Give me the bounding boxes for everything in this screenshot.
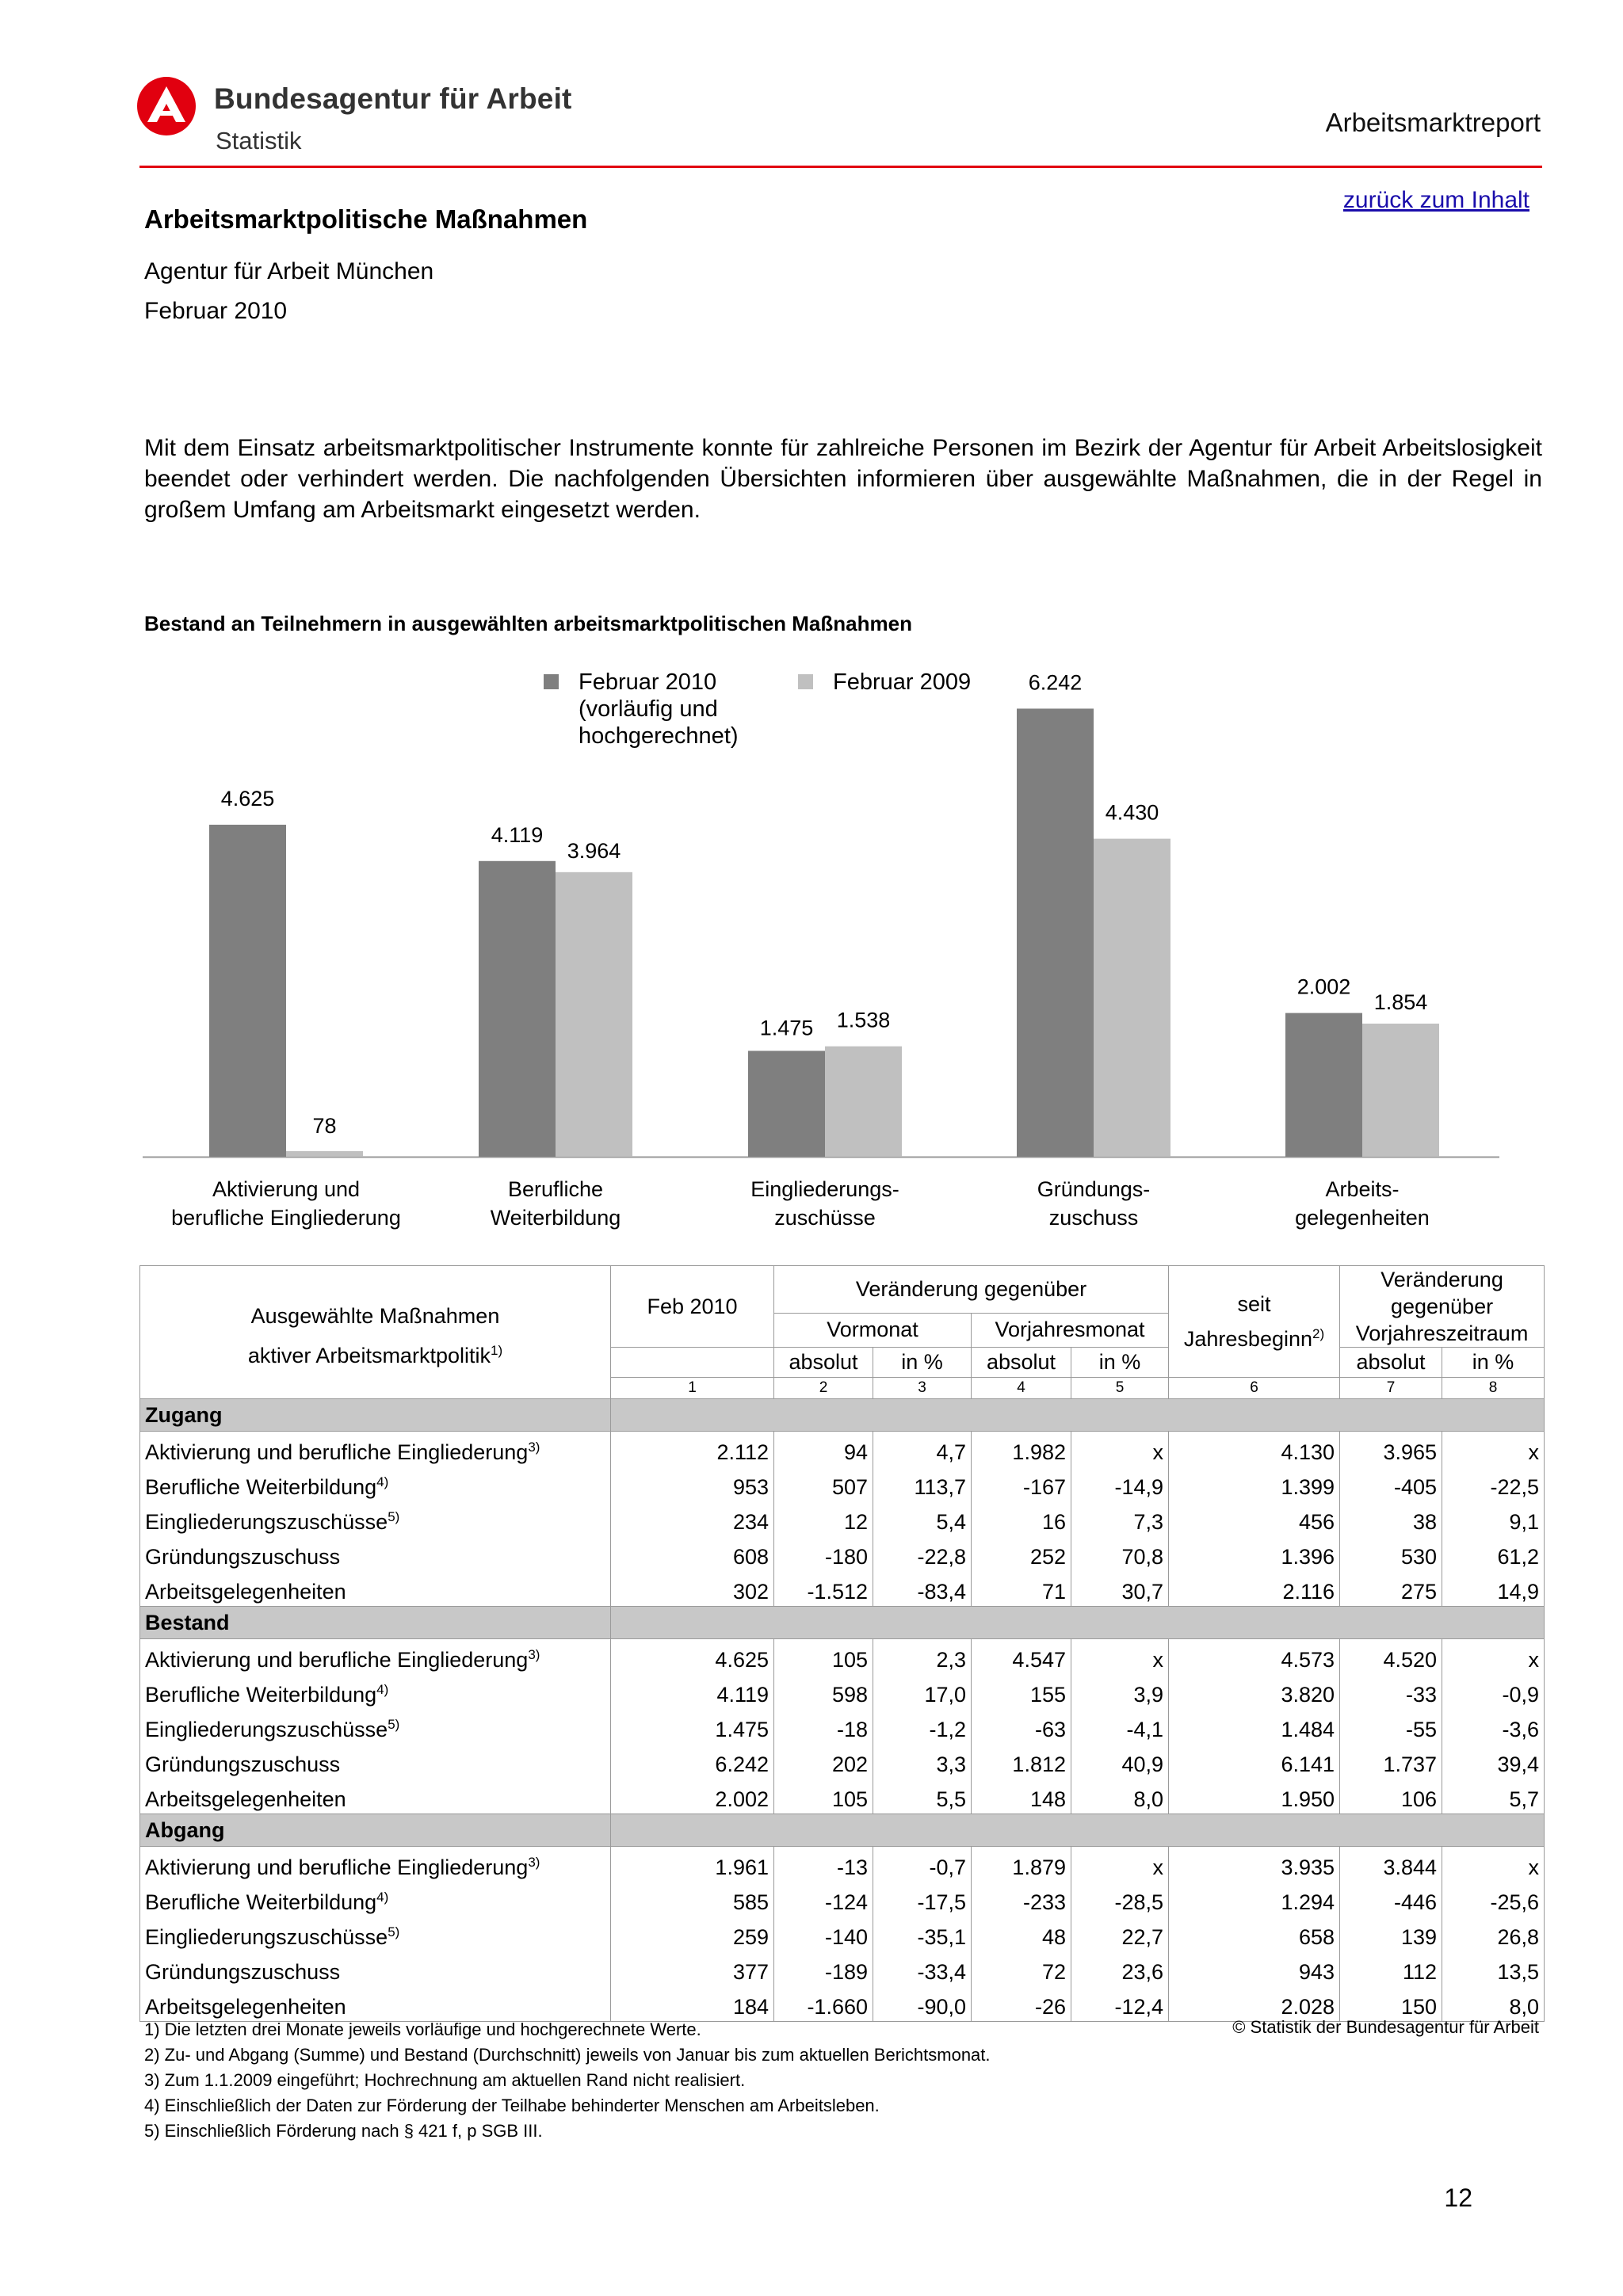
value-cell: x [1442,1847,1545,1882]
change-header: Veränderung gegenüber [774,1266,1169,1314]
legend-swatch-0 [544,674,559,689]
measures-header-line1: Ausgewählte Maßnahmen [250,1303,500,1328]
column-number: 4 [972,1378,1071,1399]
value-cell: 16 [972,1501,1071,1536]
category-label: zuschuss [1048,1206,1139,1230]
value-cell: -3,6 [1442,1709,1545,1744]
since-year-start-header [1169,1266,1340,1378]
category-label: Eingliederungs- [750,1177,899,1201]
row-label-cell [140,1779,611,1814]
row-label-cell [140,1986,611,2022]
value-cell: -17,5 [873,1882,972,1917]
row-label: Berufliche Weiterbildung [145,1890,377,1914]
section-title: Bestand [140,1607,611,1639]
value-cell: 1.879 [972,1847,1071,1882]
value-cell: 234 [611,1501,774,1536]
value-cell: 4.625 [611,1639,774,1675]
change-ytd-header [1340,1266,1545,1348]
value-cell: 5,5 [873,1779,972,1814]
bar-value-label: 4.625 [220,786,275,810]
pct-header: in % [1071,1348,1169,1378]
column-number-blank [140,1378,611,1399]
row-label-cell [140,1709,611,1744]
category-label: zuschüsse [774,1206,876,1230]
legend-label-0: hochgerechnet) [579,723,739,749]
row-label-cell [140,1466,611,1501]
value-cell: -22,8 [873,1536,972,1571]
value-cell: 953 [611,1466,774,1501]
value-cell: 105 [774,1639,873,1675]
value-cell: 2.116 [1169,1571,1340,1607]
section-band [611,1607,1545,1639]
category-label: Berufliche [507,1177,604,1201]
value-cell: 71 [972,1571,1071,1607]
category-label: Weiterbildung [490,1206,621,1230]
page-title: Arbeitsmarktpolitische Maßnahmen [144,204,588,234]
page-number: 12 [1444,2183,1472,2212]
value-cell: x [1442,1639,1545,1675]
row-label-cell [140,1744,611,1779]
footnote-ref-1: 1) [490,1342,503,1358]
value-cell: -4,1 [1071,1709,1169,1744]
footnote: 1) Die letzten drei Monate jeweils vorläufige und hochgerechnete Werte. [144,2019,701,2039]
value-cell: -28,5 [1071,1882,1169,1917]
bar-value-label: 6.242 [1028,670,1083,695]
footnote: 5) Einschließlich Förderung nach § 421 f, p SGB III. [144,2121,543,2141]
row-label-cell [140,1847,611,1882]
prev-month-header: Vormonat [774,1313,972,1347]
bar-value-label: 1.854 [1373,990,1428,1015]
column-number: 2 [774,1378,873,1399]
feb-2010-blank [611,1348,774,1378]
footnote: 2) Zu- und Abgang (Summe) und Bestand (Durchschnitt) jeweils von Januar bis zum aktuellen Berichtsmonat. [144,2045,991,2065]
value-cell: -1.512 [774,1571,873,1607]
footnote-ref: 5) [388,1717,400,1732]
chart-title: Bestand an Teilnehmern in ausgewählten arbeitsmarktpolitischen Maßnahmen [144,612,912,635]
value-cell: 112 [1340,1951,1442,1986]
table-row [140,1571,1545,1607]
pct-header: in % [1442,1348,1545,1378]
change-ytd-line3: Vorjahreszeitraum [1355,1322,1529,1345]
agency-name: Agentur für Arbeit München [144,258,434,284]
pct-header: in % [873,1348,972,1378]
value-cell: 3.935 [1169,1847,1340,1882]
value-cell: -63 [972,1709,1071,1744]
value-cell: 61,2 [1442,1536,1545,1571]
category-label: Gründungs- [1037,1177,1151,1201]
value-cell: 94 [774,1432,873,1467]
value-cell: 598 [774,1674,873,1709]
absolut-header: absolut [972,1348,1071,1378]
category-label: gelegenheiten [1295,1206,1430,1230]
row-label: Gründungszuschuss [145,1960,341,1984]
category-label: berufliche Eingliederung [171,1206,401,1230]
value-cell: x [1071,1639,1169,1675]
row-label-cell [140,1951,611,1986]
back-to-contents-link[interactable]: zurück zum Inhalt [1342,187,1529,213]
bar-value-label: 3.964 [567,838,621,863]
value-cell: 2,3 [873,1639,972,1675]
footnote-ref: 3) [528,1855,540,1870]
value-cell: 4,7 [873,1432,972,1467]
footnote-ref: 4) [376,1682,389,1697]
value-cell: 26,8 [1442,1917,1545,1951]
value-cell: 585 [611,1882,774,1917]
value-cell: 139 [1340,1917,1442,1951]
header-divider [139,166,1542,168]
change-ytd-line1: Veränderung [1381,1268,1503,1291]
measures-header-line2: aktiver Arbeitsmarktpolitik [247,1343,491,1367]
bar-value-label: 4.430 [1105,800,1159,825]
value-cell: 4.130 [1169,1432,1340,1467]
value-cell: 106 [1340,1779,1442,1814]
since-header-line1: seit [1237,1292,1271,1316]
value-cell: 1.294 [1169,1882,1340,1917]
value-cell: 259 [611,1917,774,1951]
row-label: Aktivierung und berufliche Eingliederung [145,1648,529,1672]
value-cell: -12,4 [1071,1986,1169,2022]
column-number: 6 [1169,1378,1340,1399]
value-cell: -1.660 [774,1986,873,2022]
table-row [140,1639,1545,1675]
value-cell: 13,5 [1442,1951,1545,1986]
measures-header [140,1266,611,1378]
legend-label-0: Februar 2010 [579,669,717,695]
bar-feb-2010 [1017,708,1094,1157]
row-label: Aktivierung und berufliche Eingliederung [145,1855,529,1879]
value-cell: 150 [1340,1986,1442,2022]
table-row [140,1432,1545,1467]
value-cell: 38 [1340,1501,1442,1536]
row-label: Eingliederungszuschüsse [145,1718,388,1741]
value-cell: 377 [611,1951,774,1986]
value-cell: -22,5 [1442,1466,1545,1501]
column-number: 7 [1340,1378,1442,1399]
value-cell: 5,4 [873,1501,972,1536]
change-ytd-line2: gegenüber [1390,1295,1494,1318]
footnotes [144,2017,991,2144]
value-cell: 40,9 [1071,1744,1169,1779]
bar-feb-2010 [1285,1013,1362,1157]
value-cell: 3.844 [1340,1847,1442,1882]
table-row [140,1882,1545,1917]
row-label-cell [140,1674,611,1709]
table-row [140,1501,1545,1536]
bar-feb-2009 [825,1047,902,1157]
copyright: © Statistik der Bundesagentur für Arbeit [1232,2017,1539,2037]
feb-2010-header: Feb 2010 [611,1266,774,1348]
value-cell: 252 [972,1536,1071,1571]
table-row [140,1951,1545,1986]
prev-year-month-header: Vorjahresmonat [972,1313,1169,1347]
value-cell: -140 [774,1917,873,1951]
column-number: 1 [611,1378,774,1399]
brand-name: Bundesagentur für Arbeit [214,82,572,115]
footnote-ref: 4) [376,1890,389,1905]
value-cell: 9,1 [1442,1501,1545,1536]
value-cell: 1.737 [1340,1744,1442,1779]
value-cell: -55 [1340,1709,1442,1744]
row-label-cell [140,1571,611,1607]
row-label: Arbeitsgelegenheiten [145,1995,346,2019]
value-cell: 70,8 [1071,1536,1169,1571]
value-cell: 1.812 [972,1744,1071,1779]
column-number: 3 [873,1378,972,1399]
table-row [140,1466,1545,1501]
value-cell: -189 [774,1951,873,1986]
value-cell: -124 [774,1882,873,1917]
since-header-line2: Jahresbeginn [1183,1327,1313,1351]
bar-value-label: 1.475 [759,1016,814,1040]
brand-subtitle: Statistik [216,127,302,154]
legend-label-1: Februar 2009 [833,669,972,695]
value-cell: 943 [1169,1951,1340,1986]
value-cell: 1.396 [1169,1536,1340,1571]
bar-value-label: 2.002 [1296,974,1351,999]
value-cell: 4.119 [611,1674,774,1709]
value-cell: 113,7 [873,1466,972,1501]
value-cell: 105 [774,1779,873,1814]
value-cell: 14,9 [1442,1571,1545,1607]
bar-feb-2009 [556,872,632,1157]
value-cell: -33 [1340,1674,1442,1709]
value-cell: -180 [774,1536,873,1571]
row-label-cell [140,1639,611,1675]
table-row [140,1779,1545,1814]
bar-feb-2010 [479,861,556,1157]
value-cell: 3,3 [873,1744,972,1779]
section-title: Zugang [140,1399,611,1432]
value-cell: 3.965 [1340,1432,1442,1467]
row-label-cell [140,1882,611,1917]
column-number: 5 [1071,1378,1169,1399]
value-cell: 507 [774,1466,873,1501]
value-cell: -35,1 [873,1917,972,1951]
value-cell: 155 [972,1674,1071,1709]
row-label: Arbeitsgelegenheiten [145,1580,346,1604]
value-cell: -14,9 [1071,1466,1169,1501]
absolut-header: absolut [1340,1348,1442,1378]
bar-chart [0,650,1623,1236]
value-cell: 72 [972,1951,1071,1986]
value-cell: 2.002 [611,1779,774,1814]
value-cell: 17,0 [873,1674,972,1709]
footnote-ref: 4) [376,1474,389,1489]
value-cell: 23,6 [1071,1951,1169,1986]
bar-feb-2010 [748,1051,825,1157]
value-cell: -405 [1340,1466,1442,1501]
ba-logo-icon [136,76,197,136]
table-row [140,1847,1545,1882]
value-cell: 30,7 [1071,1571,1169,1607]
category-label: Aktivierung und [212,1177,361,1201]
value-cell: 608 [611,1536,774,1571]
row-label: Arbeitsgelegenheiten [145,1787,346,1811]
row-label-cell [140,1432,611,1467]
bar-feb-2009 [286,1151,363,1157]
bar-feb-2009 [1362,1024,1439,1157]
value-cell: -33,4 [873,1951,972,1986]
value-cell: x [1071,1432,1169,1467]
value-cell: 6.141 [1169,1744,1340,1779]
value-cell: 275 [1340,1571,1442,1607]
table-row [140,1986,1545,2022]
value-cell: 184 [611,1986,774,2022]
value-cell: -18 [774,1709,873,1744]
value-cell: -167 [972,1466,1071,1501]
footnote-ref: 3) [528,1647,540,1662]
bar-feb-2010 [209,825,286,1157]
value-cell: 1.484 [1169,1709,1340,1744]
value-cell: 2.112 [611,1432,774,1467]
table-row [140,1674,1545,1709]
value-cell: 8,0 [1442,1986,1545,2022]
report-title: Arbeitsmarktreport [1325,108,1541,137]
value-cell: 12 [774,1501,873,1536]
value-cell: 2.028 [1169,1986,1340,2022]
footnote-ref: 3) [528,1440,540,1455]
absolut-header: absolut [774,1348,873,1378]
table-row [140,1536,1545,1571]
value-cell: 658 [1169,1917,1340,1951]
row-label-cell [140,1501,611,1536]
value-cell: 530 [1340,1536,1442,1571]
row-label: Gründungszuschuss [145,1753,341,1776]
row-label: Gründungszuschuss [145,1545,341,1569]
value-cell: 1.475 [611,1709,774,1744]
value-cell: -90,0 [873,1986,972,2022]
bar-value-label: 4.119 [491,822,544,847]
value-cell: 1.982 [972,1432,1071,1467]
value-cell: -1,2 [873,1709,972,1744]
value-cell: -25,6 [1442,1882,1545,1917]
table-row [140,1744,1545,1779]
value-cell: 148 [972,1779,1071,1814]
footnote: 3) Zum 1.1.2009 eingeführt; Hochrechnung am aktuellen Rand nicht realisiert. [144,2070,746,2090]
value-cell: 48 [972,1917,1071,1951]
value-cell: 39,4 [1442,1744,1545,1779]
value-cell: -26 [972,1986,1071,2022]
bar-value-label: 78 [312,1114,337,1138]
value-cell: -13 [774,1847,873,1882]
section-band [611,1814,1545,1847]
value-cell: 4.573 [1169,1639,1340,1675]
value-cell: -0,9 [1442,1674,1545,1709]
value-cell: -233 [972,1882,1071,1917]
footnote-ref-2: 2) [1312,1326,1325,1341]
value-cell: -83,4 [873,1571,972,1607]
value-cell: 1.399 [1169,1466,1340,1501]
legend-swatch-1 [798,674,813,689]
value-cell: x [1071,1847,1169,1882]
value-cell: 7,3 [1071,1501,1169,1536]
value-cell: 6.242 [611,1744,774,1779]
row-label: Eingliederungszuschüsse [145,1925,388,1949]
measures-table [139,1265,1545,2022]
value-cell: 456 [1169,1501,1340,1536]
value-cell: 22,7 [1071,1917,1169,1951]
value-cell: 5,7 [1442,1779,1545,1814]
value-cell: 202 [774,1744,873,1779]
section-band [611,1399,1545,1432]
value-cell: 302 [611,1571,774,1607]
value-cell: 4.547 [972,1639,1071,1675]
legend-label-0: (vorläufig und [579,696,718,722]
intro-paragraph: Mit dem Einsatz arbeitsmarktpolitischer Instrumente konnte für zahlreiche Personen im Bezirk der Agentur für Arbeit Arbeitslosigkeit beendet oder verhindert werden. Die nachfolgenden Übersichten informieren über ausgewählte Maßnahmen, die in der Regel in großem Umfang am Arbeitsmarkt eingesetzt werden. [144,435,1542,523]
column-number: 8 [1442,1378,1545,1399]
value-cell: 8,0 [1071,1779,1169,1814]
footnote: 4) Einschließlich der Daten zur Förderung der Teilhabe behinderter Menschen am Arbeitsleben. [144,2096,880,2115]
value-cell: 4.520 [1340,1639,1442,1675]
value-cell: x [1442,1432,1545,1467]
row-label: Aktivierung und berufliche Eingliederung [145,1440,529,1464]
value-cell: 1.961 [611,1847,774,1882]
footnote-ref: 5) [388,1924,400,1939]
row-label-cell [140,1917,611,1951]
table-row [140,1709,1545,1744]
value-cell: -446 [1340,1882,1442,1917]
category-label: Arbeits- [1325,1177,1400,1201]
report-month: Februar 2010 [144,298,288,324]
value-cell: -0,7 [873,1847,972,1882]
row-label: Berufliche Weiterbildung [145,1475,377,1499]
row-label: Eingliederungszuschüsse [145,1510,388,1534]
value-cell: 3.820 [1169,1674,1340,1709]
section-title: Abgang [140,1814,611,1847]
bar-value-label: 1.538 [836,1008,891,1032]
row-label-cell [140,1536,611,1571]
bar-feb-2009 [1094,839,1170,1157]
row-label: Berufliche Weiterbildung [145,1683,377,1707]
value-cell: 1.950 [1169,1779,1340,1814]
table-row [140,1917,1545,1951]
footnote-ref: 5) [388,1509,400,1524]
value-cell: 3,9 [1071,1674,1169,1709]
